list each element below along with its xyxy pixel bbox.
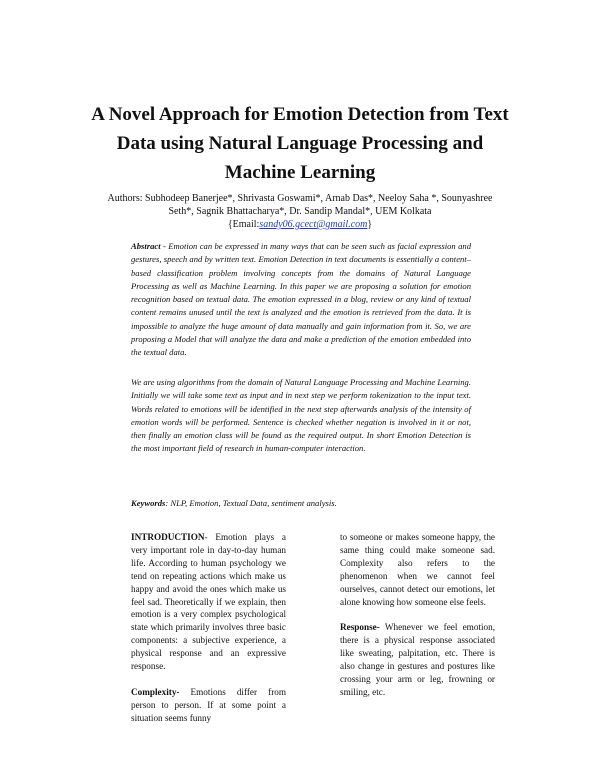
intro-heading: INTRODUCTION <box>131 532 205 542</box>
complexity-heading: Complexity- <box>131 686 180 697</box>
right-column <box>340 531 495 712</box>
abstract-text: - Emotion can be expressed in many ways that can be seen such as facial expression and gestures, speech and by written text. Emotion Detection in text documents is essentially a content– based classification problem involving concepts from the domains of Natural Language Processing as well as Machine Learning. In this paper we are proposing a solution for emotion recognition based on textual data. The emotion expressed in a blog, review or any kind of textual content remains unused until the text is analyzed and the emotion is retrieved from the data. It is impossible to analyze the huge amount of data manually and gain information from it. So, we are proposing a Model that will analyze the data and make a prediction of the emotion embedded into the textual data. <box>131 241 471 358</box>
keywords <box>131 497 471 510</box>
intro-text: - Emotion plays a very important role in day-to-day human life. According to human psychology we tend on repeating actions which make us happy and avoid the ones which make us feel sad. Theoretically if we explain, then emotion is a very complex psychological state which primarily involves three basic components: a subjective experience, a physical response and an expressive response. <box>131 532 286 672</box>
authors-line-2: Seth*, Sagnik Bhattacharya*, Dr. Sandip Mandal*, UEM Kolkata <box>168 206 432 217</box>
complexity-text: Emotions differ from person to person. If at some point a situation seems funny <box>131 686 286 723</box>
response-paragraph <box>340 621 495 698</box>
keywords-label: Keywords <box>131 498 166 508</box>
paper-title: A Novel Approach for Emotion Detection from Text Data using Natural Language Processing and Machine Learning <box>91 104 509 183</box>
response-text: Whenever we feel emotion, there is a physical response associated like sweating, palpitation, etc. There is also change in gestures and postures like crossing your arm or leg, frowning or smiling, etc. <box>340 622 495 697</box>
complexity-paragraph <box>131 686 286 725</box>
left-column <box>131 531 286 738</box>
email-line <box>100 218 500 231</box>
keywords-text: : NLP, Emotion, Textual Data, sentiment analysis. <box>165 498 337 508</box>
author-block <box>100 192 500 231</box>
abstract-label: Abstract <box>131 241 161 251</box>
response-heading: Response- <box>340 622 380 633</box>
email-link[interactable]: sandy06.gcect@gmail.com <box>259 219 368 230</box>
intro-paragraph <box>131 531 286 673</box>
abstract-paragraph-2: We are using algorithms from the domain of Natural Language Processing and Machine Learning. Initially we will take some text as input and in next step we perform tokenization to the input text. Words related to emotions will be identified in the next step afterwards analysis of the intensity of emotion words will be performed. Sentence is checked whether negation is involved in it or not, then finally an emotion class will be found as the required output. In short Emotion Detection is the most important field of research in human-computer interaction. <box>131 377 471 454</box>
authors-line-1: Authors: Subhodeep Banerjee*, Shrivasta Goswami*, Arnab Das*, Neeloy Saha *, Sounyashree <box>107 193 493 204</box>
abstract <box>131 240 471 360</box>
email-prefix: {Email: <box>227 219 260 230</box>
complexity-continued: to someone or makes someone happy, the same thing could make someone sad. Complexity also refers to the phenomenon when we cannot feel ourselves, cannot detect our emotions, let alone knowing how someone else feels. <box>340 532 495 607</box>
email-suffix: } <box>367 219 373 230</box>
